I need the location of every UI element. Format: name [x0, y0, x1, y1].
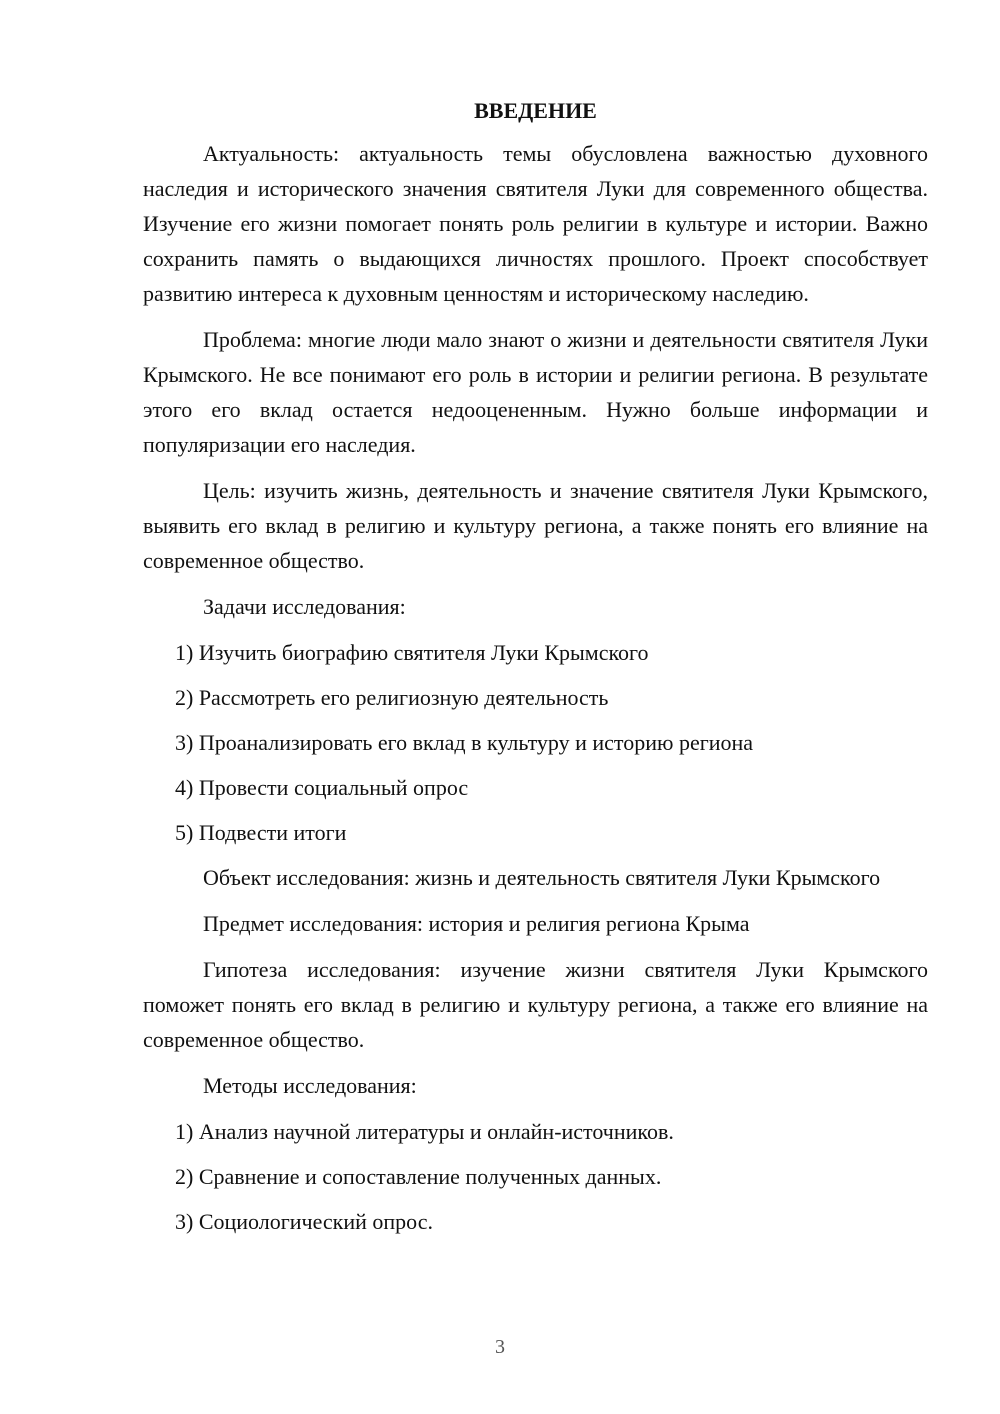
relevance-paragraph: Актуальность: актуальность темы обусловлена важностью духовного наследия и исторического значения святителя Луки для современного общества. Изучение его жизни помогает понять роль религии в культуре и истории. Важно сохранить память о выдающихся личностях прошлого. Проект способствует развитию интереса к духовным ценностям и историческому наследию. [143, 141, 928, 306]
page-content [143, 95, 928, 1249]
problem-paragraph: Проблема: многие люди мало знают о жизни и деятельности святителя Луки Крымского. Не все понимают его роль в истории и религии региона. В результате этого его вклад остается недооцененным. Нужно больше информации и популяризации его наследия. [143, 327, 928, 457]
method-item-1: 1) Анализ научной литературы и онлайн-источников. [175, 1119, 674, 1144]
section-title: ВВЕДЕНИЕ [474, 98, 597, 123]
hypothesis-paragraph: Гипотеза исследования: изучение жизни святителя Луки Крымского поможет понять его вклад в религию и культуру региона, а также его влияние на современное общество. [143, 957, 928, 1052]
object-paragraph: Объект исследования: жизнь и деятельность святителя Луки Крымского [203, 865, 881, 890]
methods-heading: Методы исследования: [203, 1073, 417, 1098]
tasks-heading: Задачи исследования: [203, 594, 406, 619]
subject-paragraph: Предмет исследования: история и религия региона Крыма [203, 911, 750, 936]
task-item-4: 4) Провести социальный опрос [175, 775, 469, 800]
task-item-2: 2) Рассмотреть его религиозную деятельность [175, 685, 609, 710]
goal-paragraph: Цель: изучить жизнь, деятельность и значение святителя Луки Крымского, выявить его вклад в религию и культуру региона, а также понять его влияние на современное общество. [143, 478, 928, 573]
task-item-3: 3) Проанализировать его вклад в культуру и историю региона [175, 730, 754, 755]
page-number: 3 [495, 1336, 505, 1358]
method-item-2: 2) Сравнение и сопоставление полученных данных. [175, 1164, 662, 1189]
method-item-3: 3) Социологический опрос. [175, 1209, 433, 1234]
task-item-5: 5) Подвести итоги [175, 820, 347, 845]
task-item-1: 1) Изучить биографию святителя Луки Крымского [175, 640, 649, 665]
